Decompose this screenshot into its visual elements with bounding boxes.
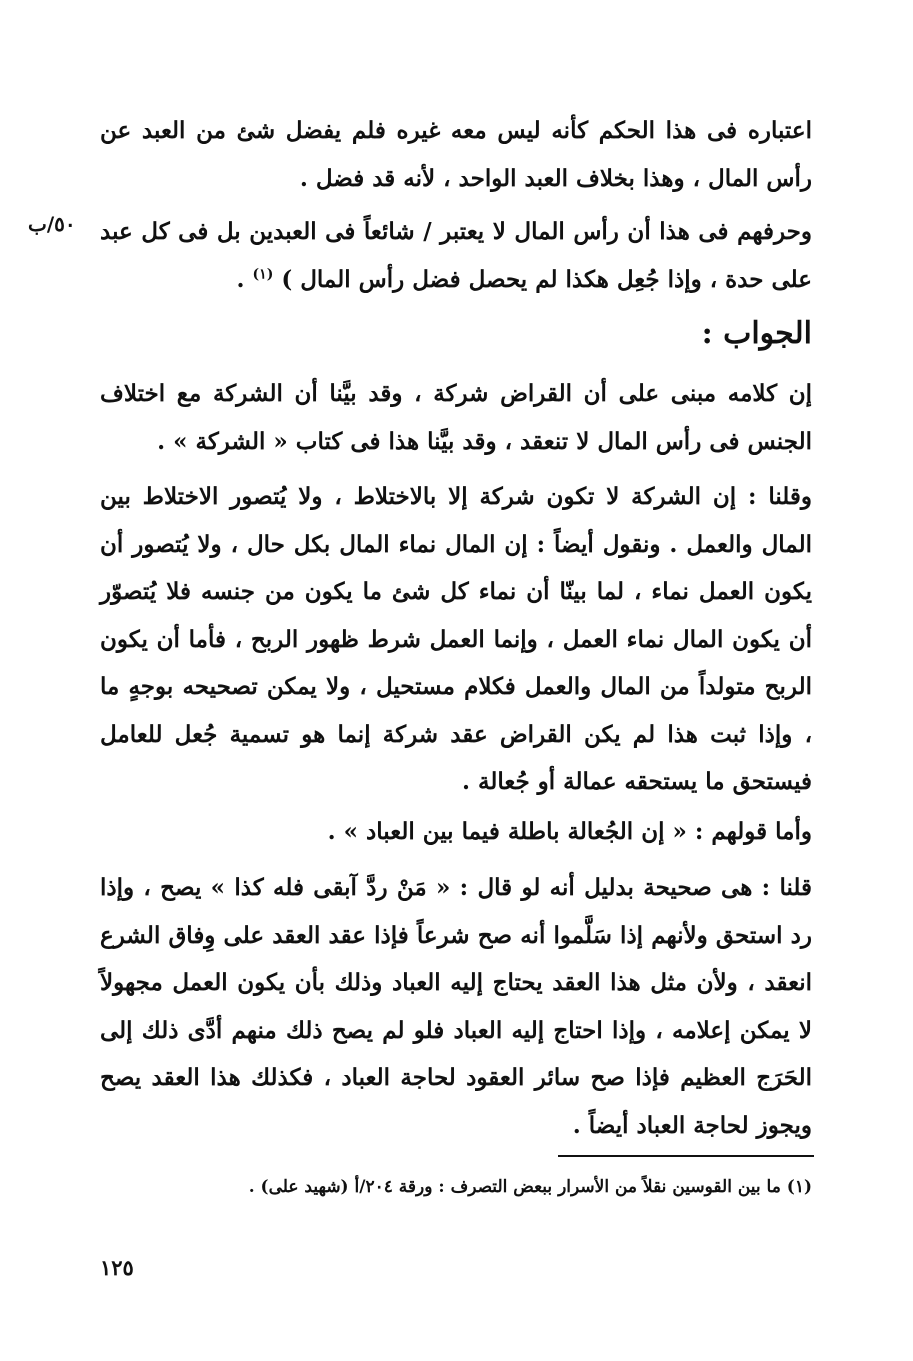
paragraph-4: وقلنا : إن الشركة لا تكون شركة إلا بالاختلاط ، ولا يُتصور الاختلاط بين المال والعمل . ونقول أيضاً : إن المال نماء المال بكل حال ، ولا يُتصور أن يكون العمل نماء ، لما بينّا أن نماء كل شئ ما يكون من جنسه فلا يُتصوّر أن يكون المال نماء العمل ، وإنما العمل شرط ظهور الربح ، فأما أن يكون الربح متولداً من المال والعمل فكلام مستحيل ، ولا يمكن تصحيحه بوجهٍ ما ، وإذا ثبت هذا لم يكن القراض عقد شركة إنما هو تسمية جُعل للعامل فيستحق ما يستحقه عمالة أو جُعالة . xyxy=(100,483,812,795)
manuscript-folio-marker: ٥٠/ب xyxy=(28,212,76,236)
paragraph-2-text: وحرفهم فى هذا أن رأس المال لا يعتبر / شائعاً فى العبدين بل فى كل عبد على حدة ، وإذا جُعِل هكذا لم يحصل فضل رأس المال ) xyxy=(100,218,812,293)
paragraph-2 xyxy=(100,208,812,303)
section-heading: الجواب : xyxy=(701,316,812,351)
page-number: ١٢٥ xyxy=(100,1255,134,1280)
footnote-reference: (١) xyxy=(252,265,274,282)
paragraph-3: إن كلامه مبنى على أن القراض شركة ، وقد بيَّنا أن الشركة مع اختلاف الجنس فى رأس المال لا تنعقد ، وقد بيَّنا هذا فى كتاب « الشركة » . xyxy=(100,380,812,455)
paragraph-1: اعتباره فى هذا الحكم كأنه ليس معه غيره فلم يفضل شئ من العبد عن رأس المال ، وهذا بخلاف العبد الواحد ، لأنه قد فضل . xyxy=(100,117,812,192)
paragraph-6: قلنا : هى صحيحة بدليل أنه لو قال : « مَنْ ردَّ آبقى فله كذا » يصح ، وإذا رد استحق ولأنهم إذا سَلَّموا أنه صح شرعاً فإذا عقد العقد على وِفاق الشرع انعقد ، ولأن مثل هذا العقد يحتاج إليه العباد وذلك بأن يكون العمل مجهولاً لا يمكن إعلامه ، وإذا احتاج إليه العباد فلو لم يصح ذلك منهم أدَّى ذلك إلى الحَرَج العظيم فإذا صح سائر العقود لحاجة العباد ، فكذلك هذا العقد يصح ويجوز لحاجة العباد أيضاً . xyxy=(100,874,812,1139)
paragraph-2-end: . xyxy=(236,265,253,293)
footnote: (١) ما بين القوسين نقلاً من الأسرار ببعض التصرف : ورقة ٢٠٤/أ (شهيد على) . xyxy=(248,1177,812,1197)
footnote-separator xyxy=(558,1155,814,1157)
paragraph-5: وأما قولهم : « إن الجُعالة باطلة فيما بين العباد » . xyxy=(327,818,812,845)
